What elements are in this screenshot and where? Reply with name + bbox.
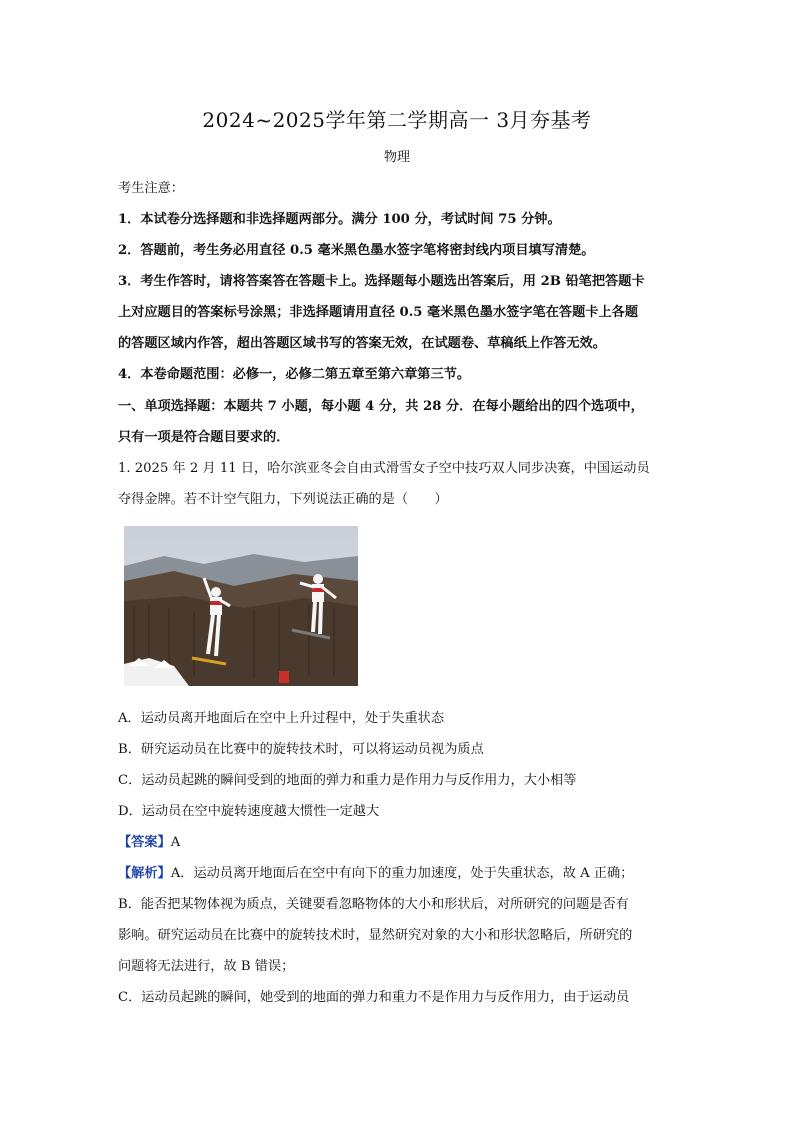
analysis-line-1: A．运动员离开地面后在空中有向下的重力加速度，处于失重状态，故 A 正确； — [170, 866, 634, 881]
question-1-option-c: C．运动员起跳的瞬间受到的地面的弹力和重力是作用力与反作用力，大小相等 — [118, 773, 577, 788]
analysis-row — [118, 862, 633, 881]
subject-title: 物理 — [383, 150, 410, 165]
question-1-stem-line-1: 1. 2025 年 2 月 11 日，哈尔滨亚冬会自由式滑雪女子空中技巧双人同步决赛，中国运动员 — [118, 461, 650, 476]
analysis-label: 【解析】 — [118, 866, 171, 881]
notice-item-3-cont-1: 上对应题目的答案标号涂黑；非选择题请用直径 0.5 毫米黑色墨水签字笔在答题卡上各题 — [118, 305, 639, 320]
answer-value: A — [170, 835, 181, 850]
notice-item-1: 1．本试卷分选择题和非选择题两部分。满分 100 分，考试时间 75 分钟。 — [118, 212, 561, 227]
question-1-option-b: B．研究运动员在比赛中的旋转技术时，可以将运动员视为质点 — [118, 742, 484, 757]
analysis-line-4: 问题将无法进行，故 B 错误； — [118, 959, 295, 974]
analysis-line-5: C．运动员起跳的瞬间，她受到的地面的弹力和重力不是作用力与反作用力，由于运动员 — [118, 990, 630, 1005]
section-heading-line-2: 只有一项是符合题目要求的． — [118, 430, 290, 445]
notice-item-3-cont-2: 的答题区域内作答，超出答题区域书写的答案无效，在试题卷、草稿纸上作答无效。 — [118, 336, 606, 351]
answer-row — [118, 831, 180, 850]
notice-item-2: 2．答题前，考生务必用直径 0.5 毫米黑色墨水签字笔将密封线内项目填写清楚。 — [118, 243, 595, 258]
analysis-line-3: 影响。研究运动员在比赛中的旋转技术时，显然研究对象的大小和形状忽略后，所研究的 — [118, 928, 633, 943]
question-1-option-d: D．运动员在空中旋转速度越大惯性一定越大 — [118, 804, 380, 819]
exam-title: 2024~2025学年第二学期高一 3月夯基考 — [202, 108, 592, 132]
section-heading-line-1: 一、单项选择题：本题共 7 小题，每小题 4 分，共 28 分．在每小题给出的四个选项中， — [118, 399, 644, 414]
skiers-photo-illustration — [124, 526, 358, 686]
question-1-stem-line-2: 夺得金牌。若不计空气阻力，下列说法正确的是（ ） — [118, 492, 448, 507]
question-1-option-a: A．运动员离开地面后在空中上升过程中，处于失重状态 — [118, 711, 445, 726]
notice-item-4: 4．本卷命题范围：必修一，必修二第五章至第六章第三节。 — [118, 367, 471, 382]
aerial-skiing-photo — [124, 526, 358, 686]
notice-item-3: 3．考生作答时，请将答案答在答题卡上。选择题每小题选出答案后，用 2B 铅笔把答题卡 — [118, 274, 645, 289]
answer-label: 【答案】 — [118, 835, 171, 850]
notice-heading: 考生注意： — [118, 181, 184, 196]
analysis-line-2: B．能否把某物体视为质点，关键要看忽略物体的大小和形状后，对所研究的问题是否有 — [118, 897, 629, 912]
